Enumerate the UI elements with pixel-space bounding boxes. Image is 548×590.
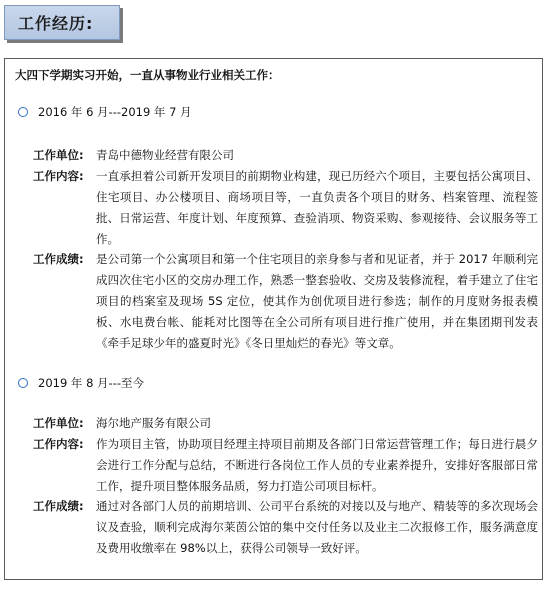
content-label: 工作内容:	[33, 437, 84, 451]
company-value: 海尔地产服务有限公司	[96, 416, 211, 430]
job-period-1	[18, 104, 192, 120]
job-2-content-row	[33, 434, 538, 497]
job-1-achievement-row	[33, 249, 538, 354]
job-2-company-row	[33, 413, 538, 434]
content-value: 一直承担着公司新开发项目的前期物业构建，现已历经六个项目，主要包括公寓项目、住宅项目、办公楼项目、商场项目等，一直负责各个项目的财务、档案管理、流程签批、日常运营、年度计划、年度预算、查验消项、物资采购、参观接待、会议服务等工作。	[96, 169, 538, 246]
job-2-achievement-row	[33, 496, 538, 559]
achievement-label: 工作成绩:	[33, 499, 84, 513]
content-label: 工作内容:	[33, 169, 84, 183]
company-label: 工作单位:	[33, 416, 84, 430]
circle-bullet-icon	[18, 378, 28, 388]
company-value: 青岛中德物业经营有限公司	[96, 148, 234, 162]
job-1-company-row	[33, 145, 538, 166]
achievement-value: 通过对各部门人员的前期培训、公司平台系统的对接以及与地产、精装等的多次现场会议及查验，顺利完成海尔莱茵公馆的集中交付任务以及业主二次报修工作，服务满意度及费用收缴率在 98%以上，获得公司领导一致好评。	[96, 499, 538, 555]
job-period-2	[18, 375, 144, 391]
period-text: 2016 年 6 月---2019 年 7 月	[38, 105, 192, 119]
achievement-label: 工作成绩:	[33, 252, 84, 266]
section-title: 工作经历:	[18, 14, 94, 33]
circle-bullet-icon	[18, 107, 28, 117]
content-value: 作为项目主管，协助项目经理主持项目前期及各部门日常运营管理工作；每日进行晨夕会进行工作分配与总结，不断进行各岗位工作人员的专业素养提升，安排好客服部日常工作，提升项目整体服务品质，努力打造公司项目标杆。	[96, 437, 538, 493]
company-label: 工作单位:	[33, 148, 84, 162]
period-text: 2019 年 8 月---至今	[38, 376, 144, 390]
achievement-value: 是公司第一个公寓项目和第一个住宅项目的亲身参与者和见证者，并于 2017 年顺利完成四次住宅小区的交房办理工作，熟悉一整套验收、交房及装修流程，着手建立了住宅项目的档案室及现场 5S 定位，使其作为创优项目进行参选；制作的月度财务报表模板、水电费台帐、能耗对比图等在全公司所有项目进行推广使用，并在集团期刊发表《牵手足球少年的盛夏时光》《冬日里灿烂的春光》等文章。	[96, 252, 538, 350]
section-title-box	[4, 5, 120, 40]
job-1-content-row	[33, 166, 538, 250]
intro-text: 大四下学期实习开始，一直从事物业行业相关工作：	[15, 68, 280, 82]
experience-frame	[4, 58, 543, 580]
